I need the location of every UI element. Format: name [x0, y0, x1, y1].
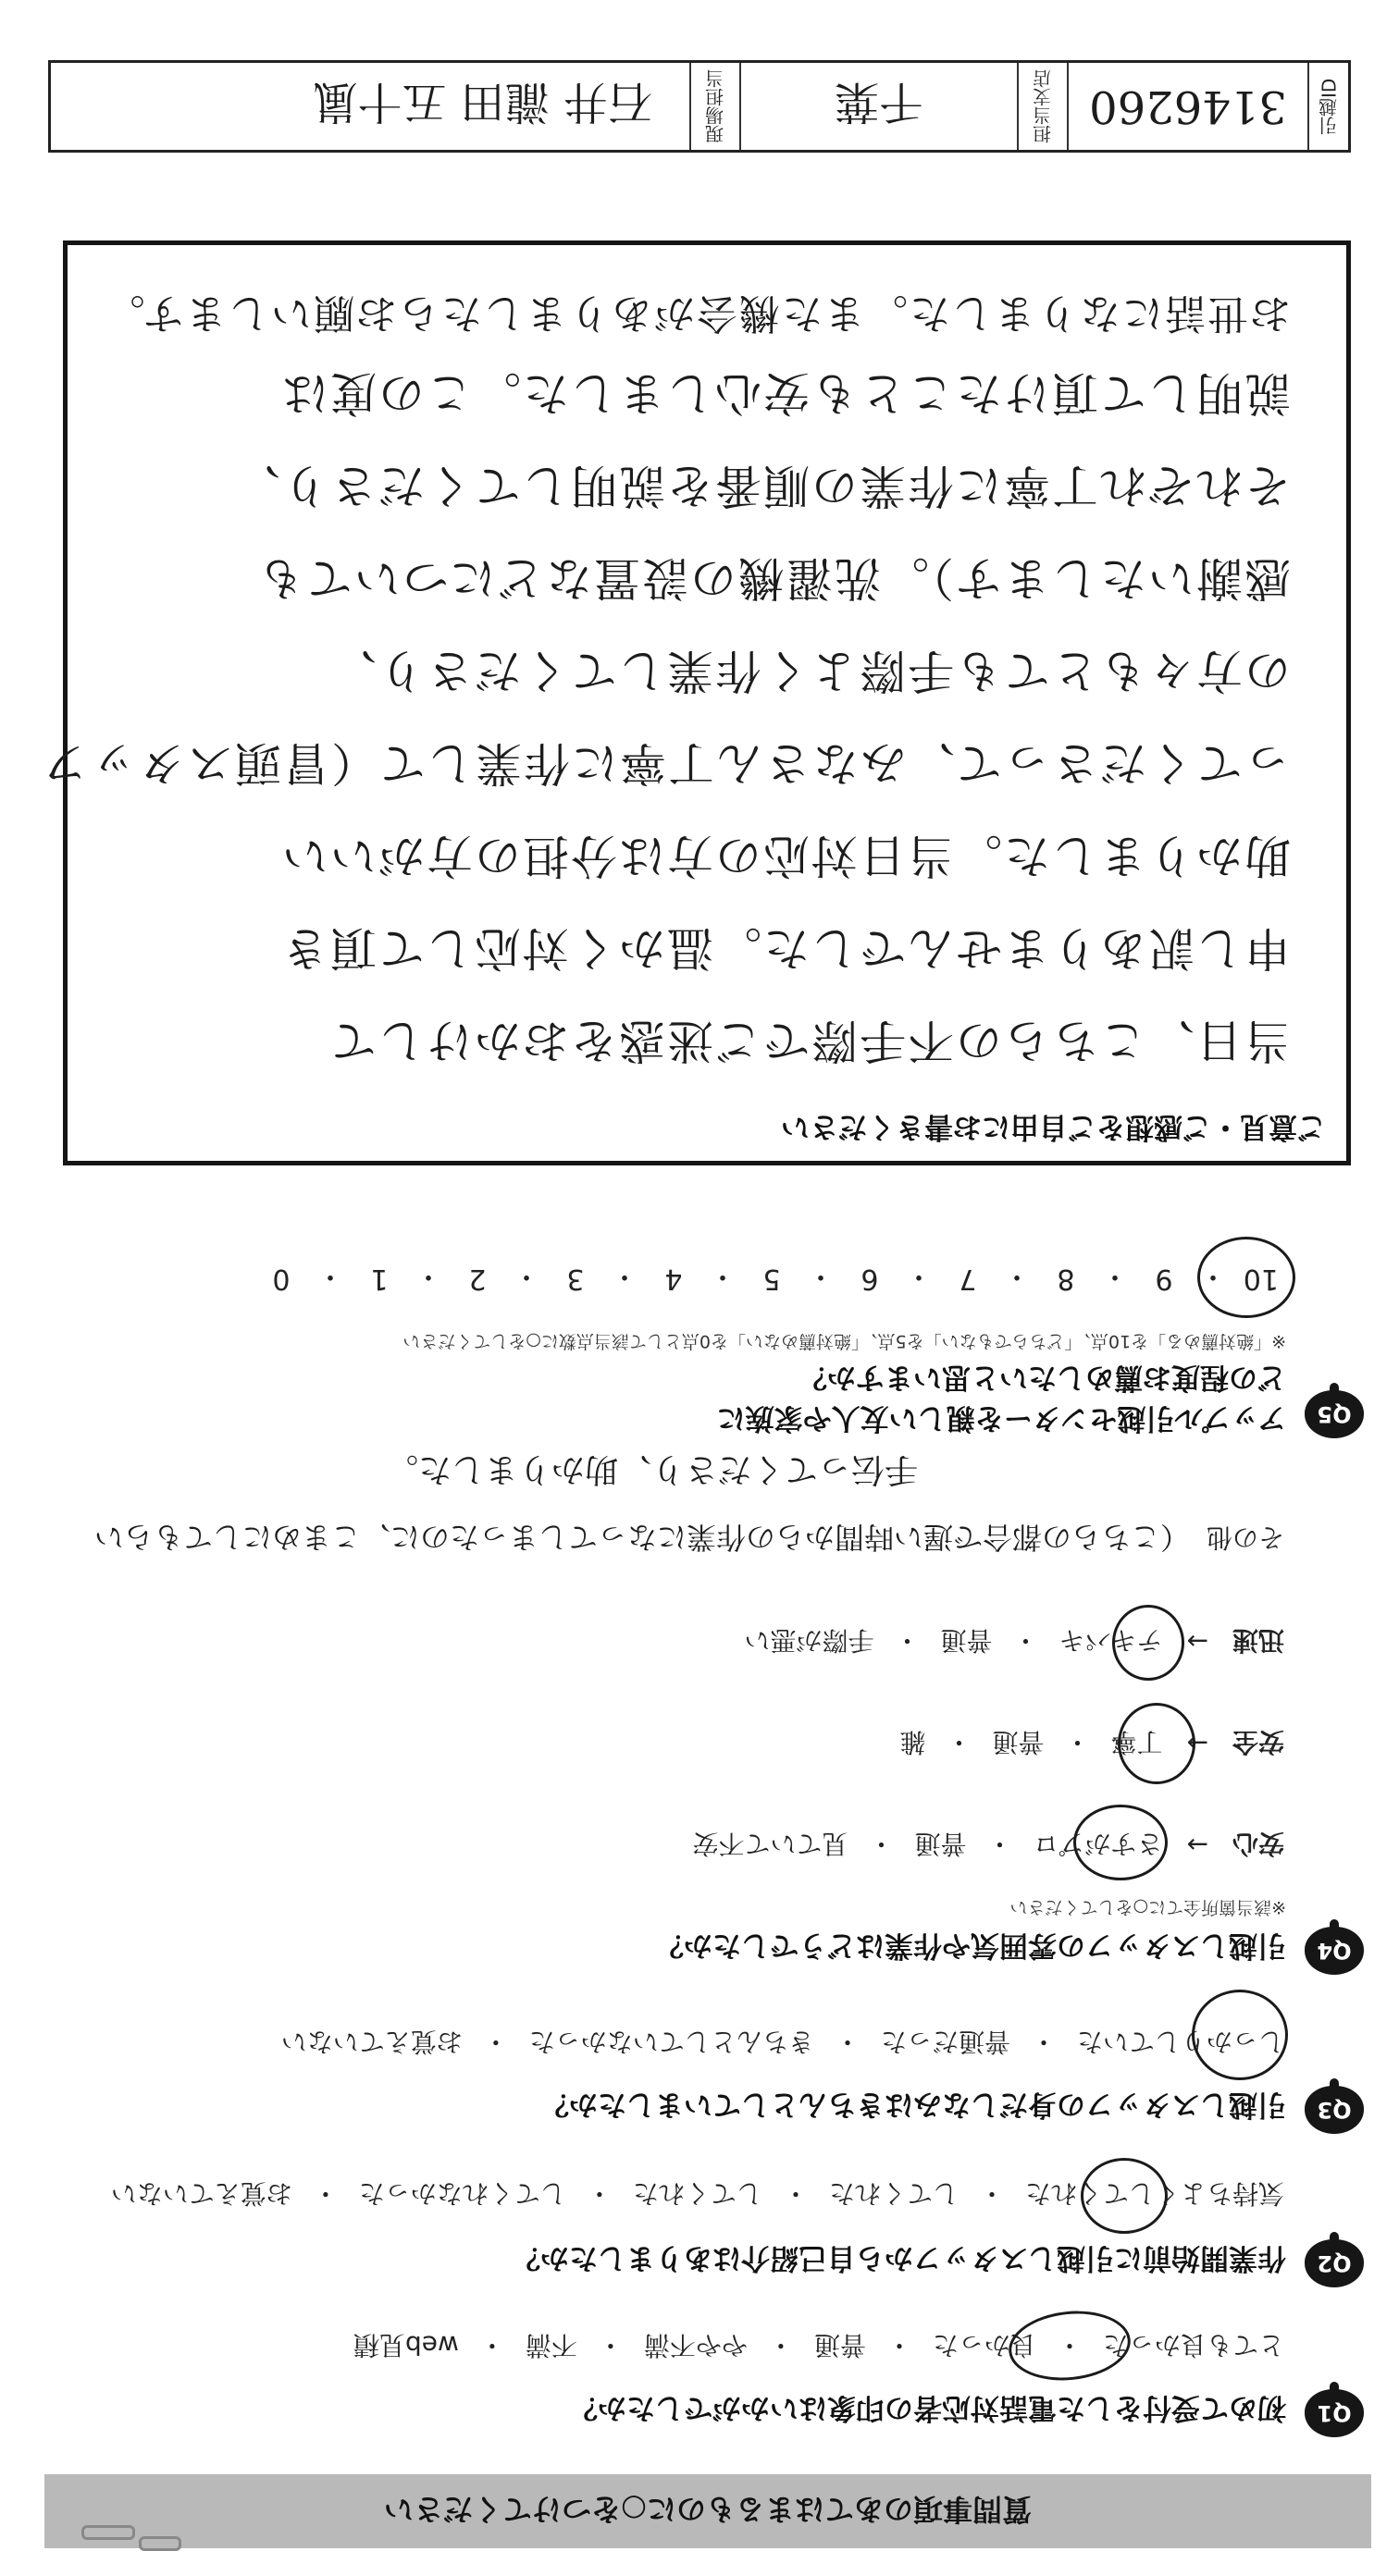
q3-selected-circle: [1192, 1990, 1288, 2080]
q5-text-1: アップル引越センターを親しい友人や家族に: [716, 1401, 1286, 1435]
q5-text-2: どの程度お薦めしたいと思いますか？: [799, 1361, 1286, 1394]
q4-option[interactable]: 普通: [914, 1829, 967, 1859]
score-option[interactable]: 1: [370, 1263, 389, 1296]
q5-badge: Q5: [1305, 1390, 1364, 1438]
other-row: [94, 1518, 1284, 1560]
score-option[interactable]: 8: [1057, 1263, 1075, 1296]
score-option[interactable]: 9: [1155, 1263, 1173, 1296]
comment-line: 感謝いたします）。洗濯機の設置などについても: [256, 551, 1291, 605]
score-option[interactable]: 4: [664, 1263, 683, 1296]
clip-mark: [81, 2525, 135, 2540]
q2-badge: Q2: [1305, 2239, 1364, 2287]
q3-option[interactable]: しっかりしていた: [1076, 2027, 1284, 2057]
comment-line: それぞれ丁寧に作業の順番を説明してくださり、: [232, 459, 1291, 512]
q3-text: 引越しスタッフの身だしなみはきちんとしていましたか？: [540, 2088, 1286, 2121]
q3-options: しっかりしていた ・ 普通だった ・ きちんとしていなかった ・ お覚えていない: [281, 2025, 1284, 2062]
q4-row-anshin: 安心 → さすがプロ ・ 普通 ・ 見ていて不安: [692, 1827, 1284, 1864]
id-strip: [48, 60, 1351, 153]
q4-row-anzen: 安全 → 丁寧 ・ 普通 ・ 雑: [899, 1725, 1284, 1762]
comment-line: の方々もとても手際よく作業してくださり、: [328, 644, 1291, 697]
q2-selected-circle: [1081, 2158, 1168, 2234]
other-label: その他: [1206, 1522, 1284, 1553]
instruction-bar: 質問事項のあてはまるものに○をつけてください: [44, 2474, 1371, 2548]
comment-line: 助かりました。当日対応の方は分担の方がいい: [280, 829, 1291, 882]
q2-options: 気持ちよくしてくれた ・ してくれた ・ してくれた ・ してくれなかった ・ お覚えていない: [111, 2176, 1284, 2213]
q2-option[interactable]: してくれた: [828, 2178, 959, 2209]
q4-row-label: 安心: [1232, 1829, 1284, 1859]
comment-line: ってくださって、みなさん丁寧に作業して（冒頭スタッフ: [41, 736, 1291, 790]
score-option[interactable]: 6: [860, 1263, 879, 1296]
id-label: 引越ID: [1307, 63, 1348, 150]
q4-row-label: 迅速: [1232, 1625, 1284, 1656]
q4-option[interactable]: 丁寧: [1110, 1727, 1163, 1757]
comment-line: 当日、こちらの不手際でご迷惑をおかけして: [328, 1014, 1291, 1067]
score-row: 10 ・ 9 ・ 8 ・ 7 ・ 6 ・ 5 ・ 4 ・ 3 ・ 2 ・ 1 ・ 0: [265, 1259, 1279, 1300]
q4-option[interactable]: 普通: [940, 1625, 993, 1656]
score-option[interactable]: 7: [959, 1263, 977, 1296]
q1-badge: Q1: [1305, 2389, 1364, 2437]
comment-box[interactable]: [41, 240, 1351, 1165]
q4-jinsoku-circle: [1112, 1605, 1184, 1681]
q4-anzen-circle: [1118, 1703, 1195, 1784]
q4-option[interactable]: 雑: [899, 1727, 926, 1757]
q4-note: ※該当箇所全てに○をしてください: [1009, 1897, 1286, 1917]
comment-line: お世話になりました。また機会がありましたらお願いします。: [102, 290, 1291, 337]
q1-options: とても良かった ・ 良かった ・ 普通 ・ やや不満 ・ 不満 ・ web見積: [353, 2328, 1284, 2365]
branch-value[interactable]: 千葉: [739, 63, 1017, 150]
score-selected-circle: [1197, 1237, 1295, 1318]
staff-label: 現場担当: [689, 63, 739, 150]
q4-option[interactable]: 手際が悪い: [744, 1625, 874, 1656]
score-option[interactable]: 3: [566, 1263, 585, 1296]
score-option[interactable]: 0: [272, 1263, 291, 1296]
other-handwritten-2: 手伝ってくださり、助かりました。: [384, 1450, 918, 1488]
q3-option[interactable]: きちんとしていなかった: [528, 2027, 814, 2057]
q1-option[interactable]: web見積: [353, 2330, 459, 2360]
clip-mark: [139, 2536, 181, 2551]
q1-text: 初めて受付をした電話対応者の印象はいかがでしたか？: [569, 2391, 1286, 2424]
id-value[interactable]: 3146260: [1067, 63, 1307, 150]
q3-option[interactable]: 普通だった: [880, 2027, 1010, 2057]
q1-option[interactable]: 不満: [525, 2330, 577, 2360]
score-option[interactable]: 5: [762, 1263, 781, 1296]
q4-anshin-circle: [1073, 1805, 1168, 1880]
q2-option[interactable]: してくれなかった: [358, 2178, 566, 2209]
q1-option[interactable]: とても良かった: [1102, 2330, 1284, 2360]
q4-row-jinsoku: 迅速 → テキパキ ・ 普通 ・ 手際が悪い: [744, 1623, 1284, 1660]
q1-option[interactable]: 良かった: [932, 2330, 1036, 2360]
q4-option[interactable]: さすがプロ: [1033, 1829, 1163, 1859]
score-option[interactable]: 2: [468, 1263, 487, 1296]
q4-text: 引越しスタッフの雰囲気や作業はどうでしたか？: [655, 1929, 1286, 1962]
branch-label: 担当支店: [1017, 63, 1067, 150]
q2-option[interactable]: してくれた: [632, 2178, 762, 2209]
comment-box-title: ご意見・ご感想をご自由にお書きください: [781, 1110, 1326, 1144]
q1-option[interactable]: 普通: [813, 2330, 866, 2360]
q2-option[interactable]: 気持ちよくしてくれた: [1024, 2178, 1284, 2209]
q4-option[interactable]: 普通: [992, 1727, 1045, 1757]
q2-option[interactable]: お覚えていない: [110, 2178, 292, 2209]
q4-option[interactable]: テキパキ: [1059, 1625, 1163, 1656]
q3-badge: Q3: [1305, 2086, 1364, 2134]
q1-selected-circle: [1005, 2305, 1133, 2385]
q5-note: ※「絶対薦める」を10点、「どちらでもない」を5点、「絶対薦めない」を0点として該当点数に○をしてください: [402, 1331, 1286, 1351]
comment-line: 申し訳ありませんでした。温かく対応して頂き: [280, 921, 1291, 975]
q1-option[interactable]: やや不満: [643, 2330, 748, 2360]
q4-option[interactable]: 見ていて不安: [692, 1829, 848, 1859]
q4-row-label: 安全: [1232, 1727, 1284, 1757]
other-handwritten-1: （こちらの都合で遅い時間からの作業になってしまったのに、こまめにしてもらい: [93, 1520, 1190, 1555]
q3-option[interactable]: お覚えていない: [280, 2027, 463, 2057]
score-option[interactable]: 10: [1243, 1263, 1279, 1296]
staff-value[interactable]: 石井 瀧田 五十嵐: [313, 76, 652, 129]
comment-line: 説明して頂けたことも安心しました。この度は: [280, 366, 1291, 420]
q4-badge: Q4: [1305, 1927, 1364, 1975]
q2-text: 作業開始前に引越しスタッフから自己紹介はありましたか？: [512, 2241, 1286, 2274]
